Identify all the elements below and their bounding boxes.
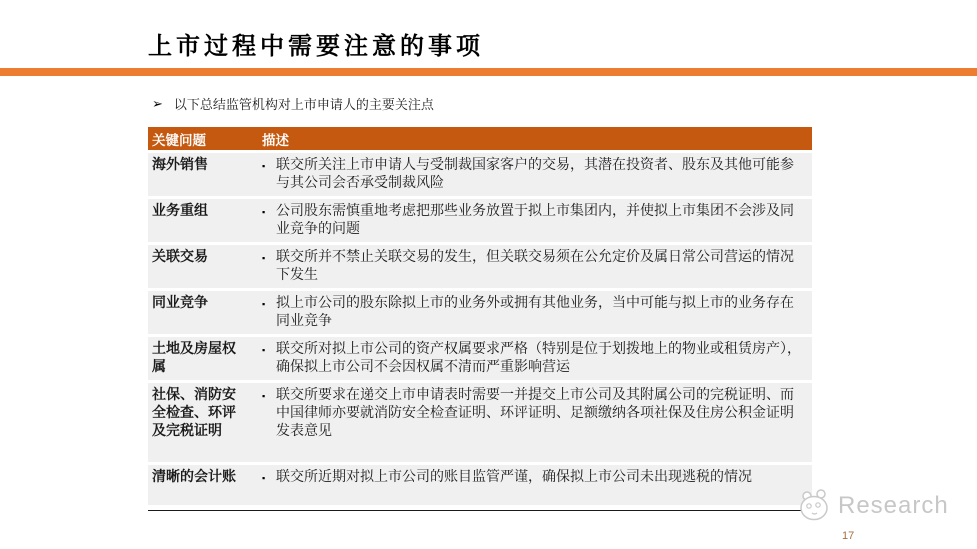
column-header-description: 描述 — [262, 132, 289, 148]
panda-face-icon — [797, 488, 833, 524]
research-logo — [797, 488, 949, 524]
key-issues-table — [148, 127, 812, 505]
table-row — [148, 153, 812, 196]
square-bullet-icon: ▪ — [262, 473, 266, 483]
description-cell — [262, 341, 812, 377]
title-accent-bar — [0, 68, 977, 76]
page-title: 上市过程中需要注意的事项 — [148, 34, 484, 60]
square-bullet-icon: ▪ — [262, 299, 266, 309]
description-text: 联交所关注上市申请人与受制裁国家客户的交易，其潜在投资者、股东及其他可能参与其公司会否承受制裁风险 — [276, 158, 794, 191]
description-cell — [262, 295, 812, 331]
arrow-bullet-icon: ➢ — [152, 95, 163, 111]
description-cell — [262, 387, 812, 441]
table-row — [148, 199, 812, 242]
square-bullet-icon: ▪ — [262, 345, 266, 355]
key-issue-cell: 关联交易 — [152, 250, 208, 265]
page-number: 17 — [842, 530, 855, 542]
key-issue-cell: 清晰的会计账 — [152, 470, 236, 485]
description-text: 联交所近期对拟上市公司的账目监管严谨，确保拟上市公司未出现逃税的情况 — [276, 470, 752, 485]
description-cell — [262, 469, 812, 487]
column-header-key-issue: 关键问题 — [152, 132, 206, 148]
key-issue-cell: 社保、消防安全检查、环评及完税证明 — [152, 388, 236, 439]
description-text: 联交所并不禁止关联交易的发生，但关联交易须在公允定价及属日常公司营运的情况下发生 — [276, 250, 794, 283]
key-issue-cell: 同业竞争 — [152, 296, 208, 311]
description-cell — [262, 157, 812, 193]
description-text: 拟上市公司的股东除拟上市的业务外或拥有其他业务，当中可能与拟上市的业务存在同业竞争 — [276, 296, 794, 329]
description-cell — [262, 203, 812, 239]
intro-text: 以下总结监管机构对上市申请人的主要关注点 — [173, 97, 434, 112]
intro-bullet-line — [152, 94, 434, 113]
description-text: 公司股东需慎重地考虑把那些业务放置于拟上市集团内，并使拟上市集团不会涉及同业竞争的问题 — [276, 204, 794, 237]
key-issue-cell: 海外销售 — [152, 158, 208, 173]
description-text: 联交所对拟上市公司的资产权属要求严格（特别是位于划拨地上的物业或租赁房产），确保拟上市公司不会因权属不清而严重影响营运 — [276, 342, 801, 375]
key-issue-cell: 业务重组 — [152, 204, 208, 219]
table-row — [148, 337, 812, 380]
key-issue-cell: 土地及房屋权属 — [152, 342, 236, 375]
square-bullet-icon: ▪ — [262, 207, 266, 217]
table-row — [148, 245, 812, 288]
description-cell — [262, 249, 812, 285]
research-logo-text: Research — [838, 492, 949, 519]
square-bullet-icon: ▪ — [262, 391, 266, 401]
table-header-row — [148, 127, 812, 150]
square-bullet-icon: ▪ — [262, 161, 266, 171]
table-row — [148, 291, 812, 334]
square-bullet-icon: ▪ — [262, 253, 266, 263]
table-row — [148, 383, 812, 462]
table-row — [148, 465, 812, 505]
footer-divider — [148, 510, 801, 511]
description-text: 联交所要求在递交上市申请表时需要一并提交上市公司及其附属公司的完税证明、而中国律师亦要就消防安全检查证明、环评证明、足额缴纳各项社保及住房公积金证明发表意见 — [276, 388, 794, 439]
